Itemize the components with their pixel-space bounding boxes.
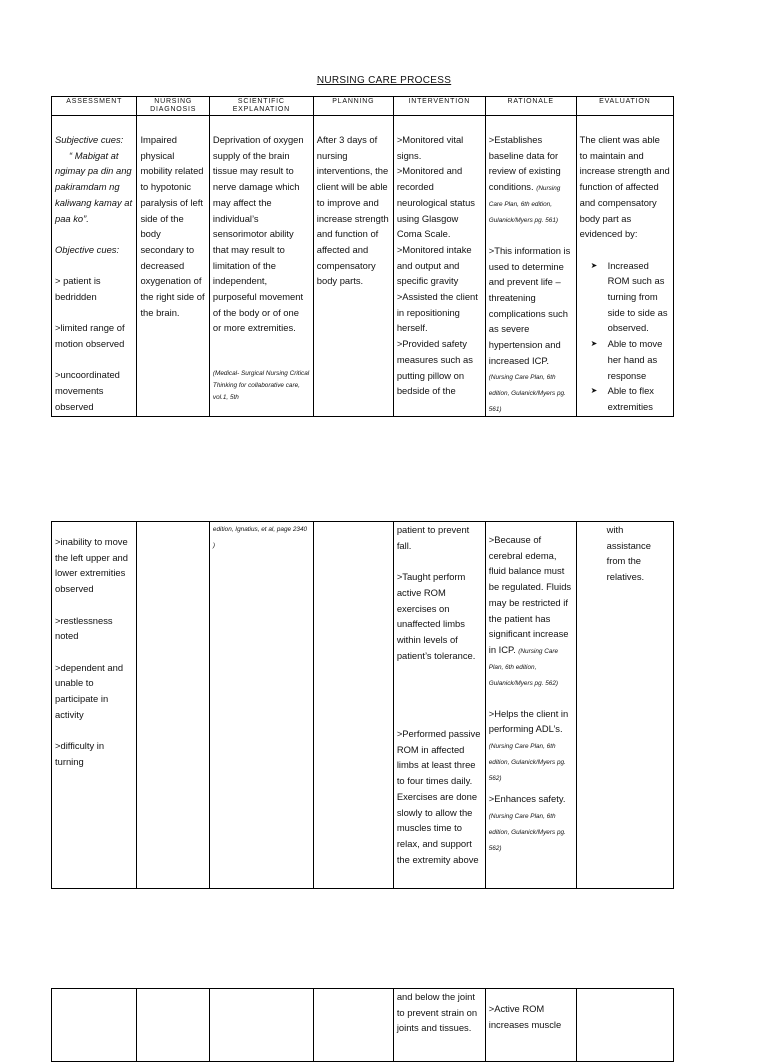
evaluation-cell: [576, 522, 673, 889]
intervention-item: >Provided safety measures such as putting pillow on bedside of the: [396, 338, 473, 397]
subjective-label: Subjective cues:: [55, 134, 124, 145]
explanation-cell: [209, 989, 313, 1062]
diagnosis-cell: [137, 989, 209, 1062]
assessment-item: >difficulty in turning: [55, 740, 105, 767]
rationale-citation: (Nursing Care Plan, 6th edition, Gulanick/Myers pg. 561): [488, 374, 566, 414]
assessment-item: >dependent and unable to participate in activity: [55, 661, 124, 720]
header-nursing-diagnosis: NURSING DIAGNOSIS: [137, 97, 209, 116]
table-row: [52, 116, 674, 417]
evaluation-item: ➤ Able to move her hand as response: [608, 336, 670, 383]
planning-cell: [313, 522, 393, 889]
intervention-cell: and below the joint to prevent strain on joints and tissues.: [393, 989, 485, 1062]
assessment-cell: [52, 989, 137, 1062]
evaluation-item: ➤ Increased ROM such as turning from side to side as observed.: [608, 258, 670, 337]
rationale-citation: (Nursing Care Plan, 6th edition, Gulanick/Myers pg. 561): [488, 185, 561, 225]
assessment-item: >limited range of motion observed: [55, 322, 125, 350]
diagnosis-cell: [137, 522, 209, 889]
rationale-citation: (Nursing Care Plan, 6th edition, Gulanick/Myers pg. 562): [488, 812, 566, 852]
evaluation-cell: [576, 989, 673, 1062]
table-row: [52, 989, 674, 1062]
care-plan-table-3: [51, 988, 674, 1062]
evaluation-text: with assistance from the relatives.: [606, 524, 651, 583]
explanation-citation: edition, Ignatius, et al, page 2340 ): [212, 526, 308, 549]
header-rationale: RATIONALE: [485, 97, 576, 116]
intervention-item: >Taught perform active ROM exercises on unaffected limbs within levels of patient’s tolerance.: [396, 571, 476, 661]
care-plan-table-2: [51, 521, 674, 889]
care-plan-table-1: [51, 96, 674, 417]
rationale-cell: [485, 522, 576, 889]
intervention-cell: [393, 522, 485, 889]
evaluation-list: [580, 258, 670, 415]
rationale-text: >Helps the client in performing ADL’s.: [488, 707, 569, 735]
rationale-citation: (Nursing Care Plan, 6th edition, Gulanick/Myers pg. 562): [488, 647, 559, 687]
diagnosis-cell: Impaired physical mobility related to hypotonic paralysis of left side of the body secondary to decreased oxygenation of the right side of the brain.: [137, 116, 209, 417]
rationale-citation: (Nursing Care Plan, 6th edition, Gulanick/Myers pg. 562): [488, 743, 566, 783]
assessment-cell: [52, 522, 137, 889]
objective-label: Objective cues:: [55, 243, 120, 255]
rationale-text: >Enhances safety.: [488, 793, 566, 805]
intervention-item: >Assisted the client in repositioning herself.: [396, 291, 478, 334]
rationale-text: >Establishes baseline data for review of existing conditions.: [488, 134, 561, 193]
planning-cell: [313, 989, 393, 1062]
evaluation-text: The client was able to maintain and increase strength and function of affected and compensatory body part as evidenced by:: [579, 134, 670, 240]
rationale-cell: [485, 116, 576, 417]
intervention-cell: [393, 116, 485, 417]
assessment-item: >inability to move the left upper and lower extremities observed: [55, 536, 128, 595]
rationale-text: >Because of cerebral edema, fluid balance must be regulated. Fluids may be restricted if the patient has significant increase in ICP.: [488, 534, 572, 655]
evaluation-cell: [576, 116, 673, 417]
intervention-item: >Monitored vital signs.: [396, 134, 464, 161]
table-header-row: [52, 97, 674, 116]
intervention-item: >Performed passive ROM in affected limbs at least three to four times daily. Exercises are done slowly to allow the muscles time to relax, and support the extremity above: [396, 728, 481, 865]
explanation-cell: [209, 522, 313, 889]
header-evaluation: EVALUATION: [576, 97, 673, 116]
intervention-item: >Monitored and recorded neurological status using Glasgow Coma Scale.: [396, 165, 475, 240]
page-title: NURSING CARE PROCESS: [316, 75, 452, 86]
assessment-item: >restlessness noted: [55, 614, 113, 642]
planning-cell: After 3 days of nursing interventions, the client will be able to improve and increase strength and function of affected and compensatory body parts.: [313, 116, 393, 417]
rationale-text: >Active ROM increases muscle: [488, 1003, 562, 1030]
rationale-cell: [485, 989, 576, 1062]
header-scientific-explanation: SCIENTIFIC EXPLANATION: [209, 97, 313, 116]
assessment-item: >uncoordinated movements observed: [55, 369, 120, 412]
rationale-text: >This information is used to determine and prevent life – threatening complications such as severe hypertension and increased ICP.: [488, 244, 571, 366]
explanation-citation: (Medical- Surgical Nursing Critical Thinking for collaborative care, vol.1, 5th: [212, 369, 310, 401]
assessment-item: > patient is bedridden: [55, 275, 101, 302]
table-row: [52, 522, 674, 889]
intervention-item: patient to prevent fall.: [396, 524, 470, 551]
explanation-text: Deprivation of oxygen supply of the brain tissue may result to nerve damage which may affect the individual’s sensorimotor ability that may result to limitation of the independent, purposeful movement of the body or of one or more extremities.: [212, 134, 304, 334]
assessment-cell: [52, 116, 137, 417]
header-intervention: INTERVENTION: [393, 97, 485, 116]
evaluation-item: ➤ Able to flex extremities: [608, 383, 670, 414]
header-assessment: ASSESSMENT: [52, 97, 137, 116]
intervention-item: >Monitored intake and output and specific gravity: [396, 243, 472, 287]
header-planning: PLANNING: [313, 97, 393, 116]
explanation-cell: [209, 116, 313, 417]
subjective-quote: “ Mabigat at ngimay pa din ang pakiramdam ng kaliwang kamay at paa ko”.: [55, 149, 133, 224]
